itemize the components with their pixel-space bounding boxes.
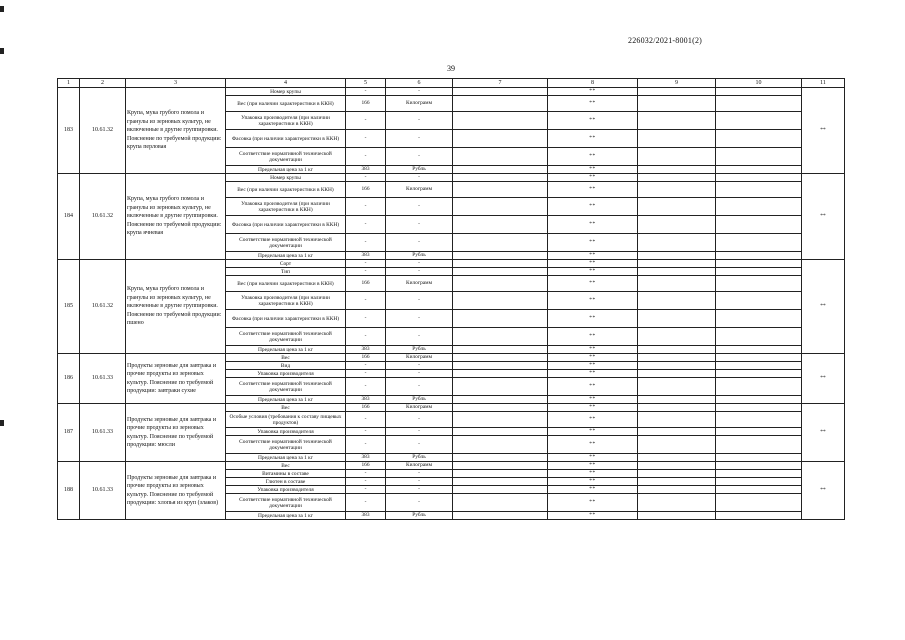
value-cell-9: [638, 354, 716, 362]
unit-name: -: [386, 378, 453, 396]
unit-name: -: [386, 268, 453, 276]
value-cell-10: [716, 310, 802, 328]
value-cell-8: **: [548, 216, 638, 234]
unit-name: -: [386, 112, 453, 130]
justification-cell: **: [802, 462, 845, 520]
value-cell-8: **: [548, 268, 638, 276]
justification-cell: **: [802, 404, 845, 462]
column-header-10: 10: [716, 79, 802, 88]
characteristic-name: Предельная цена за 1 кг: [226, 346, 346, 354]
value-cell-10: [716, 346, 802, 354]
unit-name: -: [386, 292, 453, 310]
column-header-4: 4: [226, 79, 346, 88]
value-cell-9: [638, 260, 716, 268]
value-cell-8: **: [548, 130, 638, 148]
okei-code: 383: [346, 396, 386, 404]
okei-code: 166: [346, 354, 386, 362]
characteristic-name: Упаковка производителя: [226, 486, 346, 494]
value-cell-7: [453, 174, 548, 182]
value-cell-7: [453, 486, 548, 494]
unit-name: -: [386, 494, 453, 512]
value-cell-10: [716, 478, 802, 486]
value-cell-10: [716, 378, 802, 396]
value-cell-10: [716, 454, 802, 462]
unit-name: -: [386, 198, 453, 216]
value-cell-7: [453, 462, 548, 470]
value-cell-10: [716, 362, 802, 370]
value-cell-8: **: [548, 494, 638, 512]
value-cell-8: **: [548, 454, 638, 462]
value-cell-8: **: [548, 396, 638, 404]
value-cell-8: **: [548, 174, 638, 182]
column-header-6: 6: [386, 79, 453, 88]
okei-code: 383: [346, 346, 386, 354]
product-description: Крупа, мука грубого помола и гранулы из зерновых культур, не включенные в другие группировки. Пояснение по требуемой продукции: крупа ячневая: [126, 174, 226, 260]
value-cell-9: [638, 174, 716, 182]
characteristic-name: Упаковка производителя: [226, 428, 346, 436]
okei-code: -: [346, 412, 386, 428]
characteristic-name: Упаковка производителя (при наличии характеристики в ККН): [226, 112, 346, 130]
value-cell-9: [638, 276, 716, 292]
value-cell-7: [453, 362, 548, 370]
value-cell-7: [453, 436, 548, 454]
value-cell-9: [638, 346, 716, 354]
value-cell-9: [638, 182, 716, 198]
characteristic-name: Витамины в составе: [226, 470, 346, 478]
justification-cell: **: [802, 88, 845, 174]
value-cell-9: [638, 310, 716, 328]
unit-name: -: [386, 148, 453, 166]
value-cell-8: **: [548, 252, 638, 260]
page-number: 39: [447, 64, 455, 73]
table-row: [58, 354, 845, 362]
okei-code: 383: [346, 252, 386, 260]
value-cell-7: [453, 310, 548, 328]
value-cell-9: [638, 268, 716, 276]
characteristic-name: Глютен в составе: [226, 478, 346, 486]
characteristic-name: Предельная цена за 1 кг: [226, 252, 346, 260]
okei-code: -: [346, 494, 386, 512]
value-cell-7: [453, 470, 548, 478]
characteristic-name: Соответствие нормативной технической документации: [226, 378, 346, 396]
okpd-code: 10.61.33: [80, 354, 126, 404]
unit-name: -: [386, 370, 453, 378]
value-cell-9: [638, 412, 716, 428]
value-cell-10: [716, 148, 802, 166]
product-description: Крупа, мука грубого помола и гранулы из зерновых культур, не включенные в другие группировки. Пояснение по требуемой продукции: крупа перловая: [126, 88, 226, 174]
value-cell-7: [453, 260, 548, 268]
value-cell-8: **: [548, 428, 638, 436]
value-cell-9: [638, 216, 716, 234]
okei-code: -: [346, 260, 386, 268]
value-cell-9: [638, 96, 716, 112]
value-cell-10: [716, 166, 802, 174]
value-cell-7: [453, 148, 548, 166]
value-cell-10: [716, 370, 802, 378]
value-cell-7: [453, 328, 548, 346]
value-cell-7: [453, 112, 548, 130]
value-cell-7: [453, 370, 548, 378]
unit-name: -: [386, 470, 453, 478]
value-cell-10: [716, 112, 802, 130]
column-header-11: 11: [802, 79, 845, 88]
unit-name: -: [386, 310, 453, 328]
value-cell-9: [638, 328, 716, 346]
value-cell-9: [638, 454, 716, 462]
item-number: 183: [58, 88, 80, 174]
okei-code: -: [346, 112, 386, 130]
okei-code: -: [346, 88, 386, 96]
value-cell-10: [716, 486, 802, 494]
okei-code: 166: [346, 182, 386, 198]
value-cell-10: [716, 260, 802, 268]
value-cell-9: [638, 462, 716, 470]
value-cell-9: [638, 88, 716, 96]
okei-code: -: [346, 478, 386, 486]
value-cell-10: [716, 234, 802, 252]
unit-name: Рубль: [386, 454, 453, 462]
unit-name: -: [386, 478, 453, 486]
unit-name: Рубль: [386, 166, 453, 174]
value-cell-10: [716, 130, 802, 148]
value-cell-10: [716, 276, 802, 292]
okei-code: -: [346, 292, 386, 310]
value-cell-10: [716, 470, 802, 478]
value-cell-7: [453, 292, 548, 310]
value-cell-7: [453, 130, 548, 148]
value-cell-9: [638, 148, 716, 166]
characteristic-name: Вес: [226, 404, 346, 412]
value-cell-10: [716, 412, 802, 428]
column-header-1: 1: [58, 79, 80, 88]
product-description: Крупа, мука грубого помола и гранулы из зерновых культур, не включенные в другие группировки. Пояснение по требуемой продукции: пшено: [126, 260, 226, 354]
product-description: Продукты зерновые для завтрака и прочие продукты из зерновых культур. Пояснение по требуемой продукции: мюсли: [126, 404, 226, 462]
okei-code: -: [346, 310, 386, 328]
column-header-5: 5: [346, 79, 386, 88]
okei-code: -: [346, 470, 386, 478]
value-cell-9: [638, 428, 716, 436]
characteristic-name: Тип: [226, 268, 346, 276]
value-cell-8: **: [548, 148, 638, 166]
value-cell-10: [716, 494, 802, 512]
value-cell-10: [716, 396, 802, 404]
table-row: [58, 174, 845, 182]
unit-name: Килограмм: [386, 404, 453, 412]
okei-code: -: [346, 362, 386, 370]
characteristic-name: Упаковка производителя: [226, 370, 346, 378]
table-row: [58, 462, 845, 470]
value-cell-8: **: [548, 88, 638, 96]
unit-name: -: [386, 216, 453, 234]
value-cell-7: [453, 346, 548, 354]
characteristic-name: Фасовка (при наличии характеристики в ККН): [226, 310, 346, 328]
value-cell-7: [453, 478, 548, 486]
value-cell-8: **: [548, 404, 638, 412]
table-row: [58, 404, 845, 412]
value-cell-7: [453, 494, 548, 512]
value-cell-9: [638, 252, 716, 260]
value-cell-10: [716, 174, 802, 182]
value-cell-10: [716, 328, 802, 346]
okei-code: -: [346, 370, 386, 378]
product-description: Продукты зерновые для завтрака и прочие продукты из зерновых культур. Пояснение по требуемой продукции: завтраки сухие: [126, 354, 226, 404]
value-cell-9: [638, 130, 716, 148]
characteristic-name: Соответствие нормативной технической документации: [226, 436, 346, 454]
justification-cell: **: [802, 354, 845, 404]
value-cell-8: **: [548, 346, 638, 354]
value-cell-10: [716, 436, 802, 454]
item-number: 184: [58, 174, 80, 260]
value-cell-10: [716, 182, 802, 198]
okei-code: -: [346, 148, 386, 166]
value-cell-9: [638, 470, 716, 478]
value-cell-10: [716, 216, 802, 234]
unit-name: -: [386, 362, 453, 370]
product-description: Продукты зерновые для завтрака и прочие продукты из зерновых культур. Пояснение по требуемой продукции: хлопья из круп (злаков): [126, 462, 226, 520]
characteristic-name: Упаковка производителя (при наличии характеристики в ККН): [226, 198, 346, 216]
justification-cell: **: [802, 260, 845, 354]
characteristic-name: Вес (при наличии характеристики в ККН): [226, 182, 346, 198]
value-cell-9: [638, 486, 716, 494]
unit-name: -: [386, 436, 453, 454]
characteristic-name: Номер крупы: [226, 88, 346, 96]
scan-edge-mark: [0, 48, 4, 54]
value-cell-10: [716, 354, 802, 362]
value-cell-8: **: [548, 198, 638, 216]
value-cell-9: [638, 198, 716, 216]
okpd-code: 10.61.32: [80, 88, 126, 174]
unit-name: -: [386, 130, 453, 148]
table-row: [58, 88, 845, 96]
table-row: [58, 260, 845, 268]
okei-code: 383: [346, 512, 386, 520]
value-cell-7: [453, 428, 548, 436]
unit-name: Килограмм: [386, 354, 453, 362]
unit-name: -: [386, 260, 453, 268]
value-cell-8: **: [548, 260, 638, 268]
okei-code: -: [346, 130, 386, 148]
value-cell-8: **: [548, 486, 638, 494]
value-cell-8: **: [548, 512, 638, 520]
column-header-3: 3: [126, 79, 226, 88]
value-cell-10: [716, 252, 802, 260]
characteristic-name: Предельная цена за 1 кг: [226, 166, 346, 174]
characteristic-name: Фасовка (при наличии характеристики в ККН): [226, 216, 346, 234]
column-header-8: 8: [548, 79, 638, 88]
value-cell-7: [453, 454, 548, 462]
characteristic-name: Вид: [226, 362, 346, 370]
okei-code: -: [346, 328, 386, 346]
okei-code: -: [346, 378, 386, 396]
okei-code: -: [346, 234, 386, 252]
unit-name: Килограмм: [386, 276, 453, 292]
characteristic-name: Вес: [226, 462, 346, 470]
item-number: 187: [58, 404, 80, 462]
characteristic-name: Вес (при наличии характеристики в ККН): [226, 276, 346, 292]
value-cell-8: **: [548, 370, 638, 378]
characteristic-name: Номер крупы: [226, 174, 346, 182]
value-cell-7: [453, 404, 548, 412]
value-cell-7: [453, 96, 548, 112]
value-cell-7: [453, 378, 548, 396]
value-cell-10: [716, 96, 802, 112]
value-cell-7: [453, 88, 548, 96]
item-number: 186: [58, 354, 80, 404]
requirements-table: [57, 78, 845, 520]
scan-edge-mark: [0, 420, 4, 426]
unit-name: -: [386, 328, 453, 346]
okei-code: -: [346, 198, 386, 216]
unit-name: -: [386, 412, 453, 428]
characteristic-name: Особые условия (требования к составу пищевых продуктов): [226, 412, 346, 428]
characteristic-name: Предельная цена за 1 кг: [226, 396, 346, 404]
unit-name: Рубль: [386, 512, 453, 520]
value-cell-10: [716, 404, 802, 412]
value-cell-7: [453, 182, 548, 198]
value-cell-10: [716, 88, 802, 96]
unit-name: Рубль: [386, 346, 453, 354]
value-cell-9: [638, 478, 716, 486]
value-cell-7: [453, 354, 548, 362]
value-cell-7: [453, 166, 548, 174]
value-cell-9: [638, 494, 716, 512]
value-cell-9: [638, 378, 716, 396]
value-cell-10: [716, 268, 802, 276]
unit-name: -: [386, 428, 453, 436]
value-cell-8: **: [548, 96, 638, 112]
value-cell-8: **: [548, 292, 638, 310]
value-cell-8: **: [548, 112, 638, 130]
value-cell-7: [453, 198, 548, 216]
characteristic-name: Вес (при наличии характеристики в ККН): [226, 96, 346, 112]
value-cell-8: **: [548, 362, 638, 370]
value-cell-9: [638, 234, 716, 252]
scan-edge-mark: [0, 6, 4, 12]
value-cell-10: [716, 292, 802, 310]
okei-code: -: [346, 428, 386, 436]
value-cell-9: [638, 370, 716, 378]
characteristic-name: Фасовка (при наличии характеристики в ККН): [226, 130, 346, 148]
value-cell-8: **: [548, 412, 638, 428]
characteristic-name: Соответствие нормативной технической документации: [226, 234, 346, 252]
value-cell-10: [716, 198, 802, 216]
value-cell-9: [638, 362, 716, 370]
item-number: 185: [58, 260, 80, 354]
unit-name: -: [386, 88, 453, 96]
value-cell-9: [638, 512, 716, 520]
characteristic-name: Предельная цена за 1 кг: [226, 454, 346, 462]
header-row: [58, 79, 845, 88]
characteristic-name: Вес: [226, 354, 346, 362]
value-cell-8: **: [548, 478, 638, 486]
unit-name: -: [386, 174, 453, 182]
value-cell-8: **: [548, 436, 638, 454]
value-cell-8: **: [548, 378, 638, 396]
justification-cell: **: [802, 174, 845, 260]
characteristic-name: Соответствие нормативной технической документации: [226, 148, 346, 166]
unit-name: Килограмм: [386, 462, 453, 470]
value-cell-7: [453, 396, 548, 404]
characteristic-name: Упаковка производителя (при наличии характеристики в ККН): [226, 292, 346, 310]
value-cell-8: **: [548, 182, 638, 198]
characteristic-name: Сорт: [226, 260, 346, 268]
okei-code: 383: [346, 454, 386, 462]
column-header-9: 9: [638, 79, 716, 88]
value-cell-9: [638, 404, 716, 412]
characteristic-name: Предельная цена за 1 кг: [226, 512, 346, 520]
okei-code: 166: [346, 462, 386, 470]
value-cell-7: [453, 216, 548, 234]
okpd-code: 10.61.32: [80, 174, 126, 260]
value-cell-10: [716, 512, 802, 520]
unit-name: Килограмм: [386, 96, 453, 112]
item-number: 188: [58, 462, 80, 520]
value-cell-8: **: [548, 166, 638, 174]
okei-code: -: [346, 174, 386, 182]
value-cell-7: [453, 268, 548, 276]
unit-name: -: [386, 234, 453, 252]
okei-code: -: [346, 268, 386, 276]
okei-code: 166: [346, 404, 386, 412]
value-cell-9: [638, 292, 716, 310]
value-cell-7: [453, 234, 548, 252]
okei-code: -: [346, 216, 386, 234]
unit-name: Килограмм: [386, 182, 453, 198]
unit-name: -: [386, 486, 453, 494]
column-header-2: 2: [80, 79, 126, 88]
value-cell-8: **: [548, 276, 638, 292]
value-cell-10: [716, 462, 802, 470]
okpd-code: 10.61.32: [80, 260, 126, 354]
okei-code: -: [346, 486, 386, 494]
value-cell-8: **: [548, 470, 638, 478]
column-header-7: 7: [453, 79, 548, 88]
characteristic-name: Соответствие нормативной технической документации: [226, 494, 346, 512]
okei-code: 166: [346, 276, 386, 292]
value-cell-8: **: [548, 328, 638, 346]
okei-code: 166: [346, 96, 386, 112]
value-cell-8: **: [548, 354, 638, 362]
value-cell-8: **: [548, 462, 638, 470]
value-cell-7: [453, 276, 548, 292]
value-cell-9: [638, 436, 716, 454]
value-cell-9: [638, 166, 716, 174]
okpd-code: 10.61.33: [80, 404, 126, 462]
value-cell-7: [453, 412, 548, 428]
value-cell-7: [453, 252, 548, 260]
okei-code: 383: [346, 166, 386, 174]
unit-name: Рубль: [386, 252, 453, 260]
value-cell-9: [638, 396, 716, 404]
value-cell-9: [638, 112, 716, 130]
okei-code: -: [346, 436, 386, 454]
value-cell-8: **: [548, 234, 638, 252]
value-cell-7: [453, 512, 548, 520]
okpd-code: 10.61.33: [80, 462, 126, 520]
value-cell-8: **: [548, 310, 638, 328]
value-cell-10: [716, 428, 802, 436]
characteristic-name: Соответствие нормативной технической документации: [226, 328, 346, 346]
unit-name: Рубль: [386, 396, 453, 404]
document-number: 226032/2021-8001(2): [628, 36, 703, 45]
